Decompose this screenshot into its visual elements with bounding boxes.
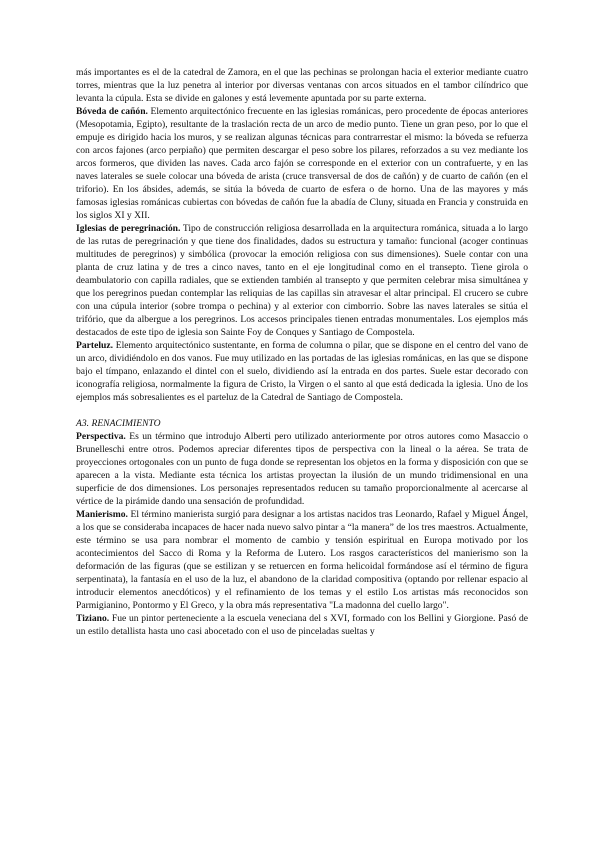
term-heading: Tiziano.	[76, 613, 110, 624]
paragraph-perspectiva	[76, 430, 528, 508]
paragraph-tiziano	[76, 612, 528, 638]
paragraph-iglesias-de-peregrinacion	[76, 222, 528, 339]
paragraph-text: Es un término que introdujo Alberti pero utilizado anteriormente por otros autores como Masaccio o Brunelleschi entre otros. Podemos apreciar diferentes tipos de perspectiva con la lineal o la aérea. Se trata de proyecciones ortogonales con un punto de fuga donde se representan los objetos en la forma y disposición con que se aparecen a la vista. Mediante esta técnica los artistas proyectan la ilusión de un mundo tridimensional en una superficie de dos dimensiones. Los personajes representados reducen su tamaño proporcionalmente al acercarse al vértice de la pirámide dando una sensación de profundidad.	[76, 431, 528, 507]
paragraph-text: El término manierista surgió para designar a los artistas nacidos tras Leonardo, Rafael y Miguel Ángel, a los que se consideraba incapaces de hacer nada nuevo salvo pintar a “la manera” de los tres maestros. Actualmente, este término se usa para nombrar el momento de cambio y tensión espiritual en Europa motivado por los acontecimientos del Sacco di Roma y la Reforma de Lutero. Los rasgos característicos del manierismo son la deformación de las figuras (que se estilizan y se retuercen en forma helicoidal formándose así el término de figura serpentinata), la fantasía en el uso de la luz, el abandono de la claridad compositiva (optando por rellenar espacio al introducir elementos anecdóticos) y el refinamiento de los temas y el estilo Los artistas más reconocidos son Parmigianino, Pontormo y El Greco, y la obra más representativa "La madonna del cuello largo".	[76, 509, 528, 611]
paragraph-text: más importantes es el de la catedral de Zamora, en el que las pechinas se prolongan hacia el exterior mediante cuatro torres, mientras que la luz penetra al interior por diversas ventanas con arcos situados en el tambor cilíndrico que levanta la cúpula. Esta se divide en galones y está levemente apuntada por su parte externa.	[76, 67, 528, 104]
term-heading: Manierismo.	[76, 509, 128, 520]
term-heading: Parteluz.	[76, 340, 114, 351]
paragraph-text: Tipo de construcción religiosa desarrollada en la arquitectura románica, situada a lo largo de las rutas de peregrinación y que tiene dos finalidades, dados su estructura y tamaño: funcional (acoger continuas multitudes de peregrinos) y simbólica (provocar la emoción religiosa con sus dimensiones). Suele contar con una planta de cruz latina y de tres a cinco naves, tanto en el eje longitudinal como en el transepto. Tiene girola o deambulatorio con capilla radiales, que se extienden también al transepto y que permiten celebrar misa simultánea y que los peregrinos puedan contemplar las reliquias de las capillas sin atravesar el altar principal. El crucero se cubre con una cúpula interior (sobre trompa o pechina) y al exterior con cimborrio. Sobre las naves laterales se sitúa el trifório, que da albergue a los peregrinos. Los accesos principales tienen entradas monumentales. Los ejemplos más destacados de este tipo de iglesia son Sainte Foy de Conques y Santiago de Compostela.	[76, 223, 528, 338]
paragraph-text: Fue un pintor perteneciente a la escuela veneciana del s XVI, formado con los Bellini y Giorgione. Pasó de un estilo detallista hasta uno casi abocetado con el uso de pinceladas sueltas y	[76, 613, 528, 637]
term-heading: Iglesias de peregrinación.	[76, 223, 181, 234]
paragraph-manierismo	[76, 508, 528, 612]
document-page	[76, 66, 528, 638]
section-heading: A3. RENACIMIENTO	[76, 418, 161, 429]
paragraph-text: Elemento arquitectónico sustentante, en forma de columna o pilar, que se dispone en el centro del vano de un arco, dividiéndolo en dos vanos. Fue muy utilizado en las portadas de las iglesias románicas, en las que se dispone bajo el tímpano, enlazando el dintel con el suelo, dividiendo así la entrada en dos partes. Suele estar decorado con iconografía religiosa, normalmente la figura de Cristo, la Virgen o el santo al que está dedicada la iglesia. Uno de los ejemplos más sobresalientes es el parteluz de la Catedral de Santiago de Compostela.	[76, 340, 528, 403]
paragraph-zamora	[76, 66, 528, 105]
term-heading: Perspectiva.	[76, 431, 126, 442]
term-heading: Bóveda de cañón.	[76, 106, 148, 117]
paragraph-parteluz	[76, 339, 528, 404]
paragraph-text: Elemento arquitectónico frecuente en las iglesias románicas, pero procedente de épocas anteriores (Mesopotamia, Egipto), resultante de la traslación recta de un arco de medio punto. Tiene un gran peso, por lo que el empuje es dirigido hacia los muros, y se realizan algunas técnicas para contrarrestar el mismo: la bóveda se refuerza con arcos fajones (arco perpiaño) que permiten descargar el peso sobre los pilares, reforzados a su vez mediante los arcos formeros, que dividen las naves. Cada arco fajón se corresponde en el exterior con un contrafuerte, y en las naves laterales se suele colocar una bóveda de arista (cruce transversal de dos de cañón) y de cuarto de cañón (en el triforio). En los ábsides, además, se sitúa la bóveda de cuarto de esfera o de horno. Una de las mayores y más famosas iglesias románicas cubiertas con bóvedas de cañón fue la abadía de Cluny, situada en Francia y construida en los siglos XI y XII.	[76, 106, 528, 221]
paragraph-boveda-de-canon	[76, 105, 528, 222]
